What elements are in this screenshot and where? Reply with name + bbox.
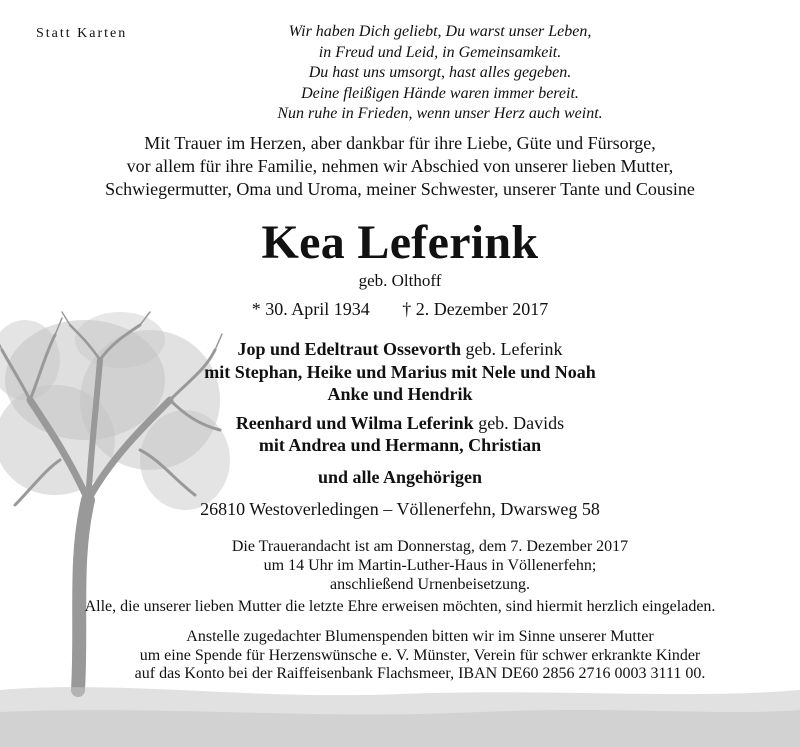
life-dates (0, 299, 800, 320)
invitation-text: Alle, die unserer lieben Mutter die letzte Ehre erweisen möchten, sind hiermit herzlich eingeladen. (84, 598, 716, 615)
service-info (150, 537, 710, 594)
deceased-name: Kea Leferink (261, 216, 539, 269)
birth-date: * 30. April 1934 (251, 299, 370, 319)
family-line (140, 383, 660, 406)
family-name-bold: Reenhard und Wilma Leferink (235, 412, 474, 433)
family-name-bold: mit Andrea und Hermann, Christian (258, 435, 542, 455)
poem-line: Du hast uns umsorgt, hast alles gegeben. (308, 64, 572, 82)
poem-line: in Freud und Leid, in Gemeinsamkeit. (318, 43, 562, 61)
service-line: anschließend Urnenbeisetzung. (330, 576, 530, 593)
poem-line: Deine fleißigen Hände waren immer bereit. (301, 84, 579, 102)
family-name-bold: Jop und Edeltraut Ossevorth (237, 339, 462, 359)
family-list (140, 338, 660, 488)
intro-line: Mit Trauer im Herzen, aber dankbar für ihre Liebe, Güte und Fürsorge, (144, 133, 656, 153)
family-line (140, 466, 660, 489)
donation-info (60, 628, 780, 684)
address: 26810 Westoverledingen – Völlenerfehn, Dwarsweg 58 (200, 499, 600, 519)
poem (200, 22, 680, 125)
family-name-bold: und alle Angehörigen (317, 466, 483, 487)
intro-line: Schwiegermutter, Oma und Uroma, meiner Schwester, unserer Tante und Cousine (105, 179, 695, 199)
poem-line: Wir haben Dich geliebt, Du warst unser Leben, (288, 23, 592, 40)
family-line (140, 412, 660, 435)
family-line (140, 338, 660, 361)
service-line: Die Trauerandacht ist am Donnerstag, dem 7. Dezember 2017 (231, 538, 629, 555)
intro-line: vor allem für ihre Familie, nehmen wir Abschied von unserer lieben Mutter, (126, 156, 674, 176)
family-line (140, 434, 660, 457)
maiden-name: geb. Olthoff (358, 271, 442, 290)
intro-text (0, 132, 800, 201)
poem-line: Nun ruhe in Frieden, wenn unser Herz auch weint. (277, 105, 603, 123)
donation-line: um eine Spende für Herzenswünsche e. V. Münster, Verein für schwer erkrankte Kinder (139, 646, 701, 664)
death-date: † 2. Dezember 2017 (402, 299, 549, 319)
family-line (140, 361, 660, 384)
family-name-rest: geb. Leferink (461, 339, 563, 359)
family-name-bold: mit Stephan, Heike und Marius mit Nele und Noah (204, 361, 596, 382)
statt-karten-label: Statt Karten (36, 26, 128, 41)
family-name-bold: Anke und Hendrik (327, 384, 473, 404)
donation-line: auf das Konto bei der Raiffeisenbank Flachsmeer, IBAN DE60 2856 2716 0003 3111 00. (134, 665, 706, 682)
family-name-rest: geb. Davids (473, 412, 565, 433)
service-line: um 14 Uhr im Martin-Luther-Haus in Völlenerfehn; (263, 557, 597, 574)
donation-line: Anstelle zugedachter Blumenspenden bitten wir im Sinne unserer Mutter (186, 628, 654, 645)
